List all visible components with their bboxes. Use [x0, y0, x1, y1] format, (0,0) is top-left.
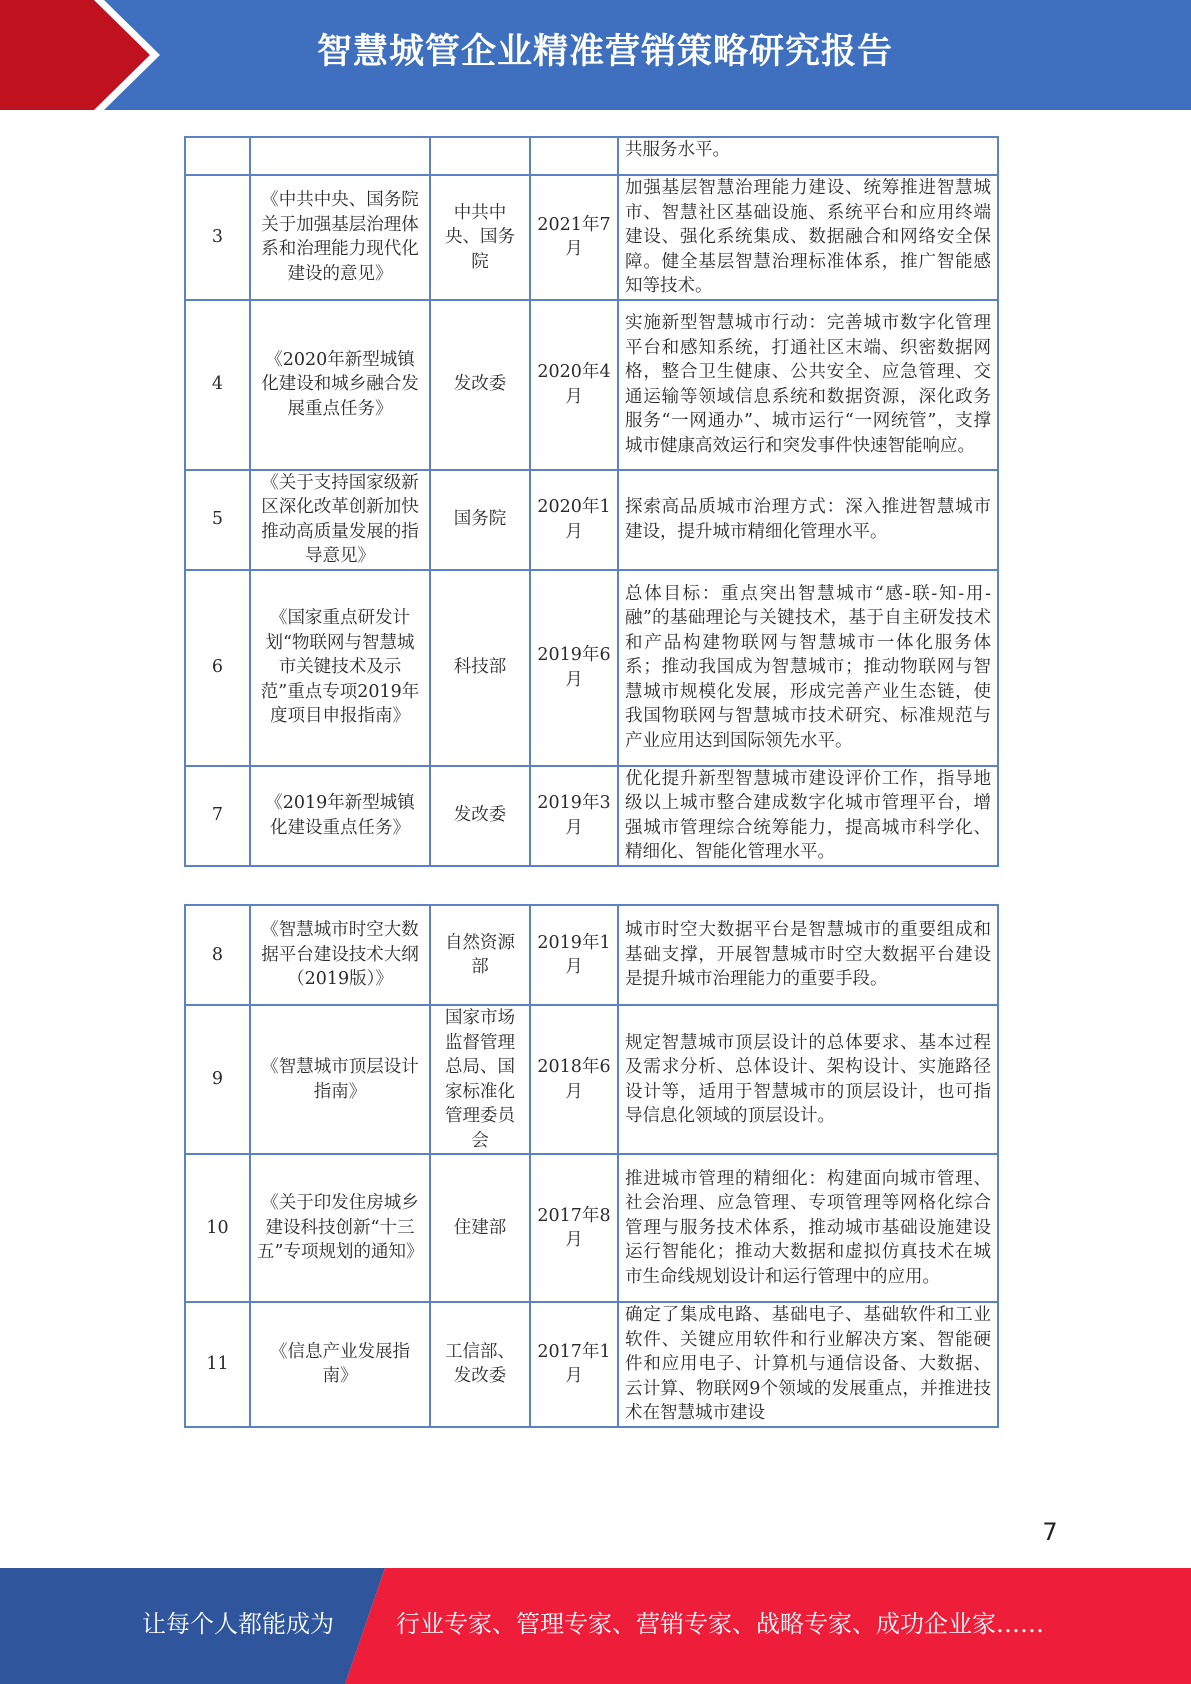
issuing-body-cell: 发改委 — [430, 300, 530, 470]
footer-slogan-left: 让每个人都能成为 — [142, 1610, 334, 1638]
policy-name-cell: 《信息产业发展指南》 — [250, 1302, 430, 1427]
policy-name-cell: 《智慧城市时空大数据平台建设技术大纲（2019版）》 — [250, 905, 430, 1005]
policy-content-cell: 探索高品质城市治理方式：深入推进智慧城市建设，提升城市精细化管理水平。 — [618, 470, 998, 570]
issue-date-cell: 2017年1月 — [530, 1302, 618, 1427]
row-number-cell — [185, 137, 250, 175]
table-row — [185, 175, 998, 300]
row-number-cell: 10 — [185, 1154, 250, 1302]
table-row — [185, 470, 998, 570]
issue-date-cell: 2020年4月 — [530, 300, 618, 470]
table-row — [185, 300, 998, 470]
row-number-cell: 8 — [185, 905, 250, 1005]
issuing-body-cell: 国家市场监督管理总局、国家标准化管理委员会 — [430, 1005, 530, 1154]
policy-content-cell: 推进城市管理的精细化：构建面向城市管理、社会治理、应急管理、专项管理等网格化综合管理与服务技术体系，推动城市基础设施建设运行智能化；推动大数据和虚拟仿真技术在城市生命线规划设计和运行管理中的应用。 — [618, 1154, 998, 1302]
issuing-body-cell: 工信部、发改委 — [430, 1302, 530, 1427]
policy-content-cell: 共服务水平。 — [618, 137, 998, 175]
table-row — [185, 1302, 998, 1427]
row-number-cell: 7 — [185, 766, 250, 866]
policy-name-cell — [250, 137, 430, 175]
issuing-body-cell: 自然资源部 — [430, 905, 530, 1005]
issuing-body-cell: 国务院 — [430, 470, 530, 570]
policy-content-cell: 规定智慧城市顶层设计的总体要求、基本过程及需求分析、总体设计、架构设计、实施路径设计等，适用于智慧城市的顶层设计，也可指导信息化领域的顶层设计。 — [618, 1005, 998, 1154]
report-title: 智慧城管企业精准营销策略研究报告 — [316, 32, 893, 72]
page-footer — [0, 1568, 1191, 1684]
table-row — [185, 766, 998, 866]
row-number-cell: 5 — [185, 470, 250, 570]
table-row — [185, 137, 998, 175]
policy-name-cell: 《2020年新型城镇化建设和城乡融合发展重点任务》 — [250, 300, 430, 470]
policy-content-cell: 优化提升新型智慧城市建设评价工作，指导地级以上城市整合建成数字化城市管理平台，增强城市管理综合统筹能力，提高城市科学化、精细化、智能化管理水平。 — [618, 766, 998, 866]
issuing-body-cell — [430, 137, 530, 175]
policy-name-cell: 《国家重点研发计划“物联网与智慧城市关键技术及示范”重点专项2019年度项目申报指南》 — [250, 570, 430, 766]
policy-content-cell: 城市时空大数据平台是智慧城市的重要组成和基础支撑，开展智慧城市时空大数据平台建设是提升城市治理能力的重要手段。 — [618, 905, 998, 1005]
issue-date-cell: 2019年6月 — [530, 570, 618, 766]
issue-date-cell: 2017年8月 — [530, 1154, 618, 1302]
policy-name-cell: 《关于支持国家级新区深化改革创新加快推动高质量发展的指导意见》 — [250, 470, 430, 570]
row-number-cell: 4 — [185, 300, 250, 470]
footer-slogan-right: 行业专家、管理专家、营销专家、战略专家、成功企业家…… — [396, 1610, 1044, 1638]
policy-content-cell: 加强基层智慧治理能力建设、统筹推进智慧城市、智慧社区基础设施、系统平台和应用终端建设、强化系统集成、数据融合和网络安全保障。健全基层智慧治理标准体系，推广智能感知等技术。 — [618, 175, 998, 300]
policy-name-cell: 《2019年新型城镇化建设重点任务》 — [250, 766, 430, 866]
policy-content-cell: 总体目标：重点突出智慧城市“感-联-知-用-融”的基础理论与关键技术，基于自主研发技术和产品构建物联网与智慧城市一体化服务体系；推动我国成为智慧城市；推动物联网与智慧城市规模化发展，形成完善产业生态链，使我国物联网与智慧城市技术研究、标准规范与产业应用达到国际领先水平。 — [618, 570, 998, 766]
policy-name-cell: 《智慧城市顶层设计指南》 — [250, 1005, 430, 1154]
table-row — [185, 570, 998, 766]
row-number-cell: 9 — [185, 1005, 250, 1154]
policy-table-part-2 — [184, 904, 999, 1428]
issue-date-cell: 2018年6月 — [530, 1005, 618, 1154]
table-row — [185, 905, 998, 1005]
row-number-cell: 3 — [185, 175, 250, 300]
issuing-body-cell: 中共中央、国务院 — [430, 175, 530, 300]
issuing-body-cell: 住建部 — [430, 1154, 530, 1302]
policy-name-cell: 《关于印发住房城乡建设科技创新“十三五”专项规划的通知》 — [250, 1154, 430, 1302]
row-number-cell: 6 — [185, 570, 250, 766]
issue-date-cell: 2019年3月 — [530, 766, 618, 866]
policy-content-cell: 确定了集成电路、基础电子、基础软件和工业软件、关键应用软件和行业解决方案、智能硬件和应用电子、计算机与通信设备、大数据、云计算、物联网9个领域的发展重点，并推进技术在智慧城市建设 — [618, 1302, 998, 1427]
page-header — [0, 0, 1191, 110]
policy-content-cell: 实施新型智慧城市行动：完善城市数字化管理平台和感知系统，打通社区末端、织密数据网格，整合卫生健康、公共安全、应急管理、交通运输等领域信息系统和数据资源，深化政务服务“一网通办”、城市运行“一网统管”，支撑城市健康高效运行和突发事件快速智能响应。 — [618, 300, 998, 470]
issue-date-cell: 2021年7月 — [530, 175, 618, 300]
issuing-body-cell: 科技部 — [430, 570, 530, 766]
issue-date-cell — [530, 137, 618, 175]
policy-table-part-1 — [184, 136, 999, 867]
issue-date-cell: 2019年1月 — [530, 905, 618, 1005]
policy-name-cell: 《中共中央、国务院关于加强基层治理体系和治理能力现代化建设的意见》 — [250, 175, 430, 300]
table-row — [185, 1005, 998, 1154]
table-row — [185, 1154, 998, 1302]
issue-date-cell: 2020年1月 — [530, 470, 618, 570]
page-number: 7 — [1042, 1518, 1058, 1546]
row-number-cell: 11 — [185, 1302, 250, 1427]
issuing-body-cell: 发改委 — [430, 766, 530, 866]
